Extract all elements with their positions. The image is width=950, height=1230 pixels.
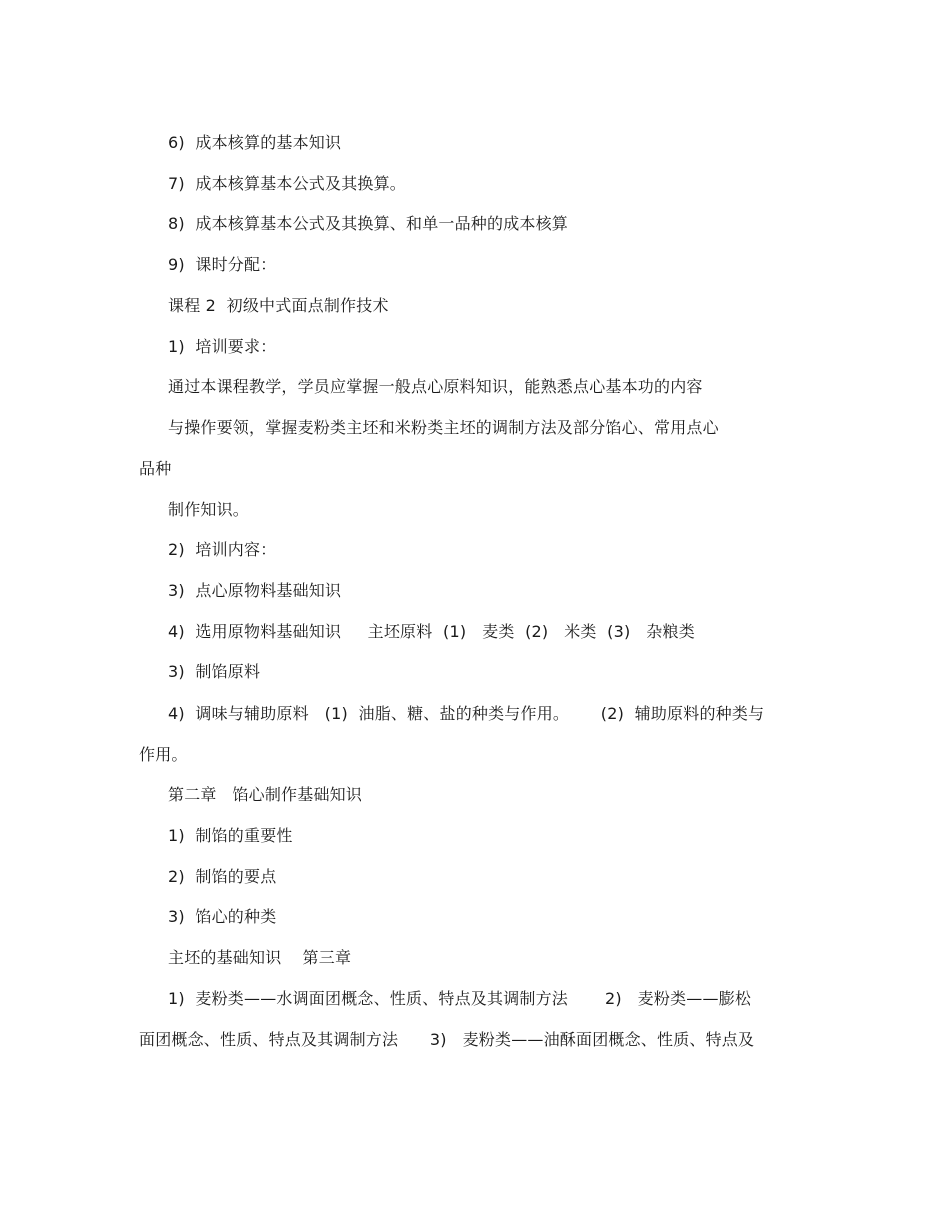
- text-line: 4) 调味与辅助原料 (1) 油脂、糖、盐的种类与作用。 (2) 辅助原料的种类与: [168, 704, 765, 723]
- text-line: 8) 成本核算基本公式及其换算、和单一品种的成本核算: [168, 214, 568, 233]
- paragraph-line: 制作知识。: [168, 500, 250, 519]
- paragraph-line: 通过本课程教学，学员应掌握一般点心原料知识，能熟悉点心基本功的内容: [168, 377, 703, 396]
- text-line: 2) 制馅的要点: [168, 867, 277, 886]
- text-line: 2) 培训内容：: [168, 540, 277, 559]
- text-line: 6) 成本核算的基本知识: [168, 133, 342, 152]
- text-line: 7) 成本核算基本公式及其换算。: [168, 174, 406, 193]
- text-line: 1) 培训要求：: [168, 337, 277, 356]
- text-line: 3) 制馅原料: [168, 662, 261, 681]
- chapter-heading: 主坯的基础知识 第三章: [168, 948, 352, 967]
- text-line: 1) 麦粉类——水调面团概念、性质、特点及其调制方法 2) 麦粉类——膨松: [168, 989, 752, 1008]
- text-line: 3) 馅心的种类: [168, 907, 277, 926]
- text-line: 9) 课时分配：: [168, 255, 277, 274]
- paragraph-line: 与操作要领，掌握麦粉类主坯和米粉类主坯的调制方法及部分馅心、常用点心: [168, 418, 719, 437]
- text-line: 3) 点心原物料基础知识: [168, 581, 342, 600]
- text-line: 作用。: [139, 745, 188, 764]
- paragraph-line: 品种: [139, 459, 172, 478]
- text-line: 4) 选用原物料基础知识 主坯原料 (1) 麦类 (2) 米类 (3) 杂粮类: [168, 622, 695, 641]
- chapter-heading: 第二章 馅心制作基础知识: [168, 785, 363, 804]
- text-line: 面团概念、性质、特点及其调制方法 3) 麦粉类——油酥面团概念、性质、特点及: [139, 1030, 755, 1049]
- text-line: 1) 制馅的重要性: [168, 826, 293, 845]
- section-heading: 课程 2 初级中式面点制作技术: [168, 296, 389, 315]
